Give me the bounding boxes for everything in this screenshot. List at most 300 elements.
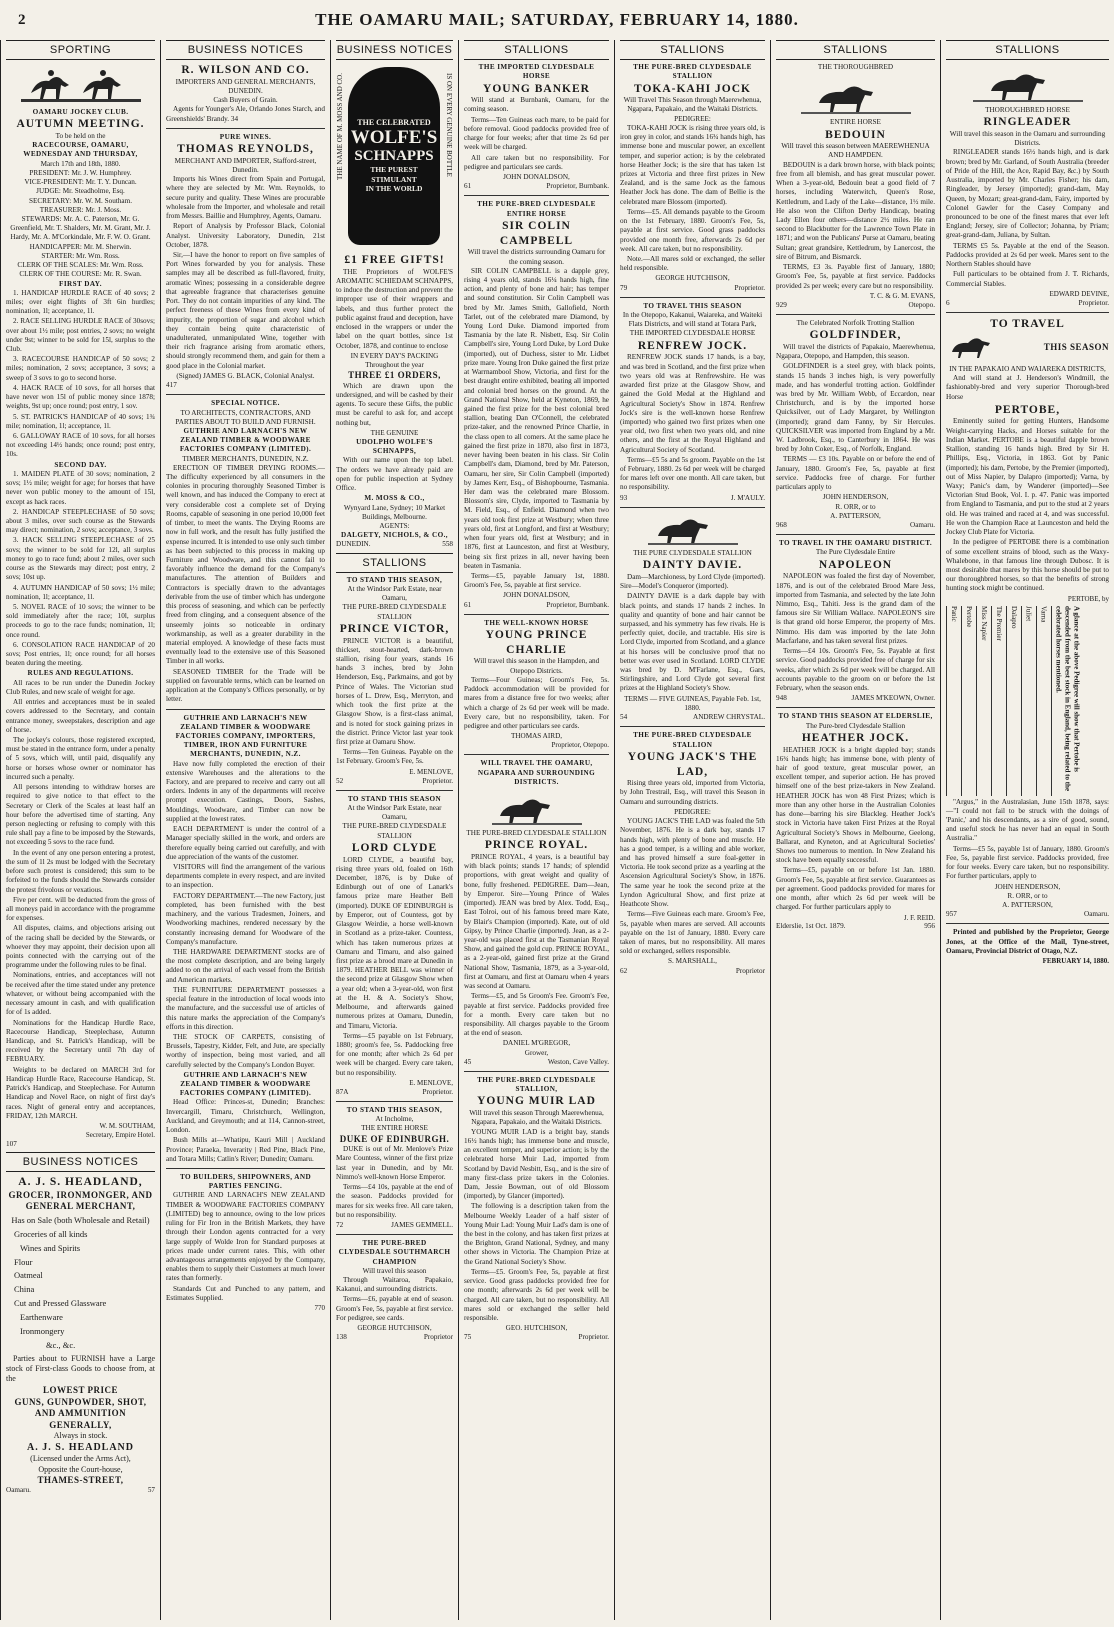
prince-victor-prop: Proprietor. (422, 776, 453, 785)
horse-racing-engraving (6, 63, 155, 105)
goldfinder-name: GOLDFINDER, (809, 329, 902, 342)
guthrie-sub: TIMBER MERCHANTS, DUNEDIN, N.Z. (182, 454, 309, 463)
goldfinder-will: Will travel the districts of Papakaio, Maerewhenua, Ngapara, Otepopo, and Hampden, this season. (776, 342, 935, 361)
agents-label: AGENTS: (379, 522, 410, 530)
standards-text: Standards Cut and Punched to any pattern, and Estimates Supplied. (166, 1284, 325, 1302)
official-2: JUDGE: Mr. Steadholme, Esq. (36, 187, 125, 196)
renfrew-sig: J. M'AULY. (730, 493, 765, 502)
schnapps-label-4: THE PUREST STIMULANT (370, 165, 418, 184)
young-prince-sub: THE WELL-KNOWN HORSE (484, 618, 589, 627)
goldfinder-town: Oamaru. (910, 521, 935, 529)
pedigree-name-4: The Premier (991, 606, 1003, 796)
napoleon-text: NAPOLEON was foaled the first day of November, 1876, and is out of the celebrated Brood Mare Jess, imported from Tasmania, and selected by the late John Nimmo, Esq., Tahiti. Jess is the grand dam of the famous sire Sir William Wallace. NAPOLEON'S sire is that grand old horse Emperor, the property of Mrs. Nimmo. His dam was imported by the late John Macfarlane, and has taken several first prizes. (776, 572, 935, 645)
prince-royal-grower: Grower, (524, 1048, 549, 1057)
lord-clyde-at: At the Windsor Park Estate, near Oamaru, (347, 804, 442, 822)
young-muir-num: 75 (464, 1333, 472, 1342)
pertobe-num: 957 (946, 910, 957, 919)
pertobe-engraving (946, 332, 1006, 365)
hardware-text: THE HARDWARE DEPARTMENT stocks are of the most complete description, and are being largely added to on the arrival of each vessel from the British and American markets. (166, 947, 325, 984)
southmarch-num: 138 (336, 1333, 347, 1342)
pure-wines-heading: PURE WINES. (219, 132, 272, 141)
meeting-held: To be held on the (55, 132, 106, 141)
sir-colin-will: Will travel the districts surrounding Oamaru for the coming season. (467, 248, 606, 266)
prince-royal-name: PRINCE ROYAL. (484, 839, 589, 852)
prince-victor-stand: TO STAND THIS SEASON, (346, 575, 443, 584)
official-5: STEWARDS: Mr. A. C. Paterson, Mr. G. Greenfield, Mr. T. Shalders, Mr. M. Grant, Mr. J. Hardy, Mr. A. M'Corkindale, Mr. F. W. O. Grant. (10, 214, 151, 242)
visitors-text: VISITORS will find the arrangement of the various departments complete in every respect, and are invited to an inspection. (166, 863, 325, 890)
pedigree-name-6: Juliet (1021, 606, 1033, 796)
lord-clyde-num: 87A (336, 1087, 349, 1096)
column-sporting (0, 40, 160, 1620)
pedigree-side-note: A glance at the above Pedigree will show that Pertobe is descended from the best stock in England, being related to the celebrated horses mentioned. (1051, 606, 1081, 796)
special-sub: TO ARCHITECTS, CONTRACTORS, AND PARTIES ABOUT TO BUILD AND FURNISH. (175, 408, 316, 426)
duke-sig: JAMES GEMMELL. (391, 1220, 453, 1229)
pertobe-sig-2: R. ORR, or to (1007, 891, 1048, 900)
young-prince-will: Will travel this season in the Hampden, and Otepopo Districts. (473, 657, 600, 675)
column-stallions-2 (614, 40, 770, 1620)
business-number: 770 (314, 1304, 325, 1313)
official-3: SECRETARY: Mr. W. M. Southam. (29, 196, 132, 205)
pedigree-name-1: Panic (946, 606, 958, 796)
furniture-text: THE FURNITURE DEPARTMENT possesses a special feature in the introduction of local woods into the manufacture, and the successful use of articles of this nature marks the appreciation of the Company's efforts in this direction. (166, 985, 325, 1031)
three-orders: THREE £1 ORDERS, (348, 370, 441, 381)
rules-heading: RULES AND REGULATIONS. (27, 669, 134, 678)
napoleon-num: 948 (776, 694, 787, 703)
reynolds-report: Report of Analysis by Professor Black, Colonial Analyst. University Laboratory, Dunedin, 21st October, 1878. (166, 222, 325, 249)
race-1-1: 1. HANDICAP HURDLE RACE of 40 sovs; 2 miles; over eight flights of 3ft 6in hurdles; nomination, 1l; acceptance, 1l. (6, 288, 155, 316)
official-0: PRESIDENT: Mr. J. W. Humphrey. (29, 168, 132, 177)
young-muir-sig: GEO. HUTCHISON, (505, 1324, 568, 1333)
column-stallions-4 (940, 40, 1114, 1620)
imprint-date: FEBRUARY 14, 1880. (1042, 957, 1109, 966)
schnapps-side-left: THE NAME OF M. MOSS AND CO. (336, 73, 344, 181)
napoleon-terms: Terms—£4 10s. Groom's Fee, 5s. Payable at first service. Good paddocks provided free of charge for six weeks, after which 2s 6d per week will be charged. All accounts payable to the groom on or before the 1st February, when the season ends. (776, 647, 935, 692)
young-banker-sub: THE IMPORTED CLYDESDALE HORSE (478, 63, 595, 81)
imprint: Printed and published by the Proprietor, George Jones, at the Office of the Mail, Tyne-street, Oamaru, Provincial District of Otago, N.Z. (946, 928, 1109, 955)
wilson-sub: IMPORTERS AND GENERAL MERCHANTS, DUNEDIN. (175, 77, 316, 96)
guthrie-name: GUTHRIE AND LARNACH'S NEW ZEALAND TIMBER & WOODWARE FACTORIES COMPANY (LIMITED). (179, 426, 312, 454)
column-stallions-1 (458, 40, 614, 1620)
pedigree-name-7: Varna (1036, 606, 1048, 796)
prince-royal-sig: DANIEL M'GREGOR, (502, 1039, 571, 1048)
headland-licensed: (Licensed under the Arms Act), (30, 1454, 131, 1464)
young-jack-name: YOUNG JACK'S THE LAD, (627, 750, 758, 778)
toka-kahi-ped: PEDIGREE: (674, 114, 711, 123)
prince-royal-addr: Weston, Cave Valley. (547, 1057, 609, 1066)
reynolds-number: 417 (166, 381, 177, 390)
sir-colin-sub: THE PURE-BRED CLYDESDALE ENTIRE HORSE (477, 200, 596, 218)
young-jack-sig: S. MARSHALL, (668, 957, 717, 966)
toka-kahi-note: Note.—All mares sold or exchanged, the seller held responsible. (620, 254, 765, 273)
southmarch-prop: Proprietor (423, 1333, 453, 1342)
official-9: CLERK OF THE COURSE: Mr. R. Swan. (19, 270, 142, 279)
headland-item: Earthenware (20, 1312, 63, 1323)
page-number-left: 2 (18, 11, 26, 28)
toka-kahi-name: TOKA-KAHI JOCK (634, 82, 751, 95)
duke-text: DUKE is out of Mr. Menlove's Prize Mare Countess, winner of the first prize last year in Dunedin, and by Mr. Nimmo's well-known Horse Emperor. (336, 1145, 453, 1181)
young-banker-terms: Terms—Ten Guineas each mare, to be paid for before removal. Good paddocks provided free of charge for four weeks; after that time 2s 6d per week will be charged. (464, 115, 609, 152)
prince-victor-name: PRINCE VICTOR, (339, 622, 450, 635)
bedouin-text: BEDOUIN is a dark brown horse, with black points; free from all blemish, and has great muscular power. When a 3-year-old, Bedouin beat a good field of 7 horses, including Waterwitch, Queen's Rose, Kettledrum, and Lady of the Lake—distance, 1½ mile. He also won the Clifton Derby Handicap, beating Lady Ellen four others—distance 2½ miles. He ran second to Blackbutter for the Lawrence Town Plate in 1871; and won the Publicans' Purse at Oamaru, beating Sultan; great grandsire, Kettledrum, by Lanercost, the sire of Bitrum, and Bismarck. (776, 160, 935, 261)
horse-engraving (464, 790, 609, 826)
prince-victor-terms: Terms—Ten Guineas. Payable on the 1st February. Groom's Fee, 5s. (336, 748, 453, 766)
schnapps-label (348, 67, 440, 245)
ringleader-prop: Proprietor. (1078, 298, 1109, 307)
prince-victor-num: 52 (336, 776, 344, 785)
sir-colin-sig: JOHN DONALDSON, (503, 591, 570, 600)
dainty-davie-num: 54 (620, 713, 628, 722)
schnapps-label-3: SCHNAPPS (354, 148, 434, 165)
schnapps-number: 558 (442, 540, 453, 549)
rule-5: In the event of any one person entering a protest, the sum of 1l 2s must be lodged with the Secretary before such protest is considered; this sum to be forfeited to the funds should the Stewards consider the protest frivolous or vexatious. (6, 848, 155, 894)
race-2-6: 6. CONSOLATION RACE HANDICAP of 20 sovs; Post entries, 1l; once round; for all horses beaten during the meeting. (6, 640, 155, 668)
genuine: THE GENUINE (370, 428, 419, 437)
column-heading-stallions-1: STALLIONS (336, 553, 453, 573)
column-heading-business-2: BUSINESS NOTICES (166, 40, 325, 60)
young-muir-text: YOUNG MUIR LAD is a bright bay, stands 16½ hands high; has immense bone and muscle, an excellent temper, and superior action; is by the celebrated horse Muir Lad, imported from Scotland by David Nesbitt, Esq., and is the sire of many first-class prize takers in the Colonies. Dam, Jessie Bowman, out of old Blossom (imported), by Glancer (imported). (464, 1127, 609, 1201)
pedigree-name-3: Miss Napier (976, 606, 988, 796)
schnapps-label-5: IN THE WORLD (365, 184, 423, 194)
toka-kahi-sig: GEORGE HUTCHISON, (655, 274, 730, 283)
race-2-2: 2. HANDICAP STEEPLECHASE of 50 sovs; about 3 miles, over such course as the Stewards may direct; nomination, 2 sovs; acceptance, 3 sovs. (6, 507, 155, 535)
pertobe-pedigree: In the pedigree of PERTOBE there is a combination of some excellent strains of blood, such as the Waxy-Whalebone, in that famous line through Dubosc. It is most desirable that mares by this horse should be put to our thoroughbred horses, so that the benefits of strong hunting stock might be continued. (946, 538, 1109, 593)
throughout-year: Throughout the year (365, 360, 424, 369)
every-day: IN EVERY DAY'S PACKING (350, 351, 439, 360)
bedouin-addr: Otepopo. (908, 300, 935, 309)
department-text: EACH DEPARTMENT is under the control of a Manager specially skilled in the work, and orders are therefore equally being carried out carefully, and with due appreciation of the wants of the customer. (166, 825, 325, 861)
schnapps-text: THE Proprietors of WOLFE'S AROMATIC SCHIEDAM SCHNAPPS, to induce the destruction and prevent the improper use of their wrappers and labels, and thus further protect the public against fraud and deception, have enclosed in the wrappers or under the label on the quart bottles, since 1st October, 1878, and continue to enclose (336, 267, 453, 350)
renfrew-stand: TO TRAVEL THIS SEASON (643, 301, 742, 310)
heather-jock-stand: TO STAND THIS SEASON AT ELDERSLIE, (778, 712, 933, 721)
schnapps-text-3: With our name upon the top label. The orders we have already paid are open for public inspection at Sydney Office. (336, 456, 453, 493)
column-heading-stallions-2: STALLIONS (464, 40, 609, 60)
pertobe-text: Eminently suited for getting Hunters, Handsome Weight-carrying Hacks, and Horses suitable for the Indian Market. PERTOBE is a beautiful dapple brown Stallion, standing 16 hands high. Bred by Sir H. Phillips, Esq., Victoria, in 1863. Got by Panic (imported); his dam, Pertobe, by the Premier (imported), out of Miss Napier, by Dalapro (imported); Varna, by Waxy; Panic's dam, by Wanderer (imported)—See Victorian Stud Book, Vol. I. p. 47. Panic was imported from England to Tasmania, and put to the stud at 2 years old. He was trained and raced at 4, and was successful. He won the Champion Race at Launceston and held the Jockey Club Plate for Victoria. (946, 417, 1109, 537)
young-jack-ped: PEDIGREE: (674, 807, 711, 816)
headland-item: Groceries of all kinds (14, 1228, 88, 1239)
toka-kahi-prop: Proprietor. (734, 283, 765, 292)
young-muir-prop: Proprietor. (578, 1333, 609, 1342)
headland-item: Ironmongery (20, 1325, 65, 1336)
schnapps-label-1: THE CELEBRATED (357, 118, 431, 128)
duke-terms: Terms—£4 10s, payable at the end of the season. Paddocks provided for mares for six weeks free. All care taken, but no responsibility. (336, 1183, 453, 1219)
prince-victor-sig: E. MENLOVE, (409, 767, 453, 776)
guthrie-2-name: GUTHRIE AND LARNACH'S NEW ZEALAND TIMBER & WOODWARE FACTORIES COMPANY, IMPORTERS, TIMBER, IRON AND FURNITURE MERCHANTS, DUNEDIN, N.Z. (175, 713, 316, 759)
dalgety-name: DALGETY, NICHOLS, & CO., (341, 531, 448, 540)
dainty-davie-sig: ANDREW CHRYSTAL. (693, 713, 765, 722)
prince-victor-at: At the Windsor Park Estate, near Oamaru, (347, 584, 442, 603)
young-banker-prop: Proprietor, Burnbank. (546, 182, 609, 191)
young-banker-num: 61 (464, 182, 472, 191)
wilson-cash: Cash Buyers of Grain. (213, 96, 278, 105)
toka-kahi-text: TOKA-KAHI JOCK is rising three years old, is iron grey in color, and stands 16¾ hands high, has immense bone and muscular power, an excellent temper, and superior action; is by the celebrated horse Heather Jock; is the sire that has taken 1st prizes at Victoria and three first prizes in New Zealand, and is the same Jock as the famous Heather Jock has done. The dam of Bellie is the celebrated mare Blossom (imported). (620, 123, 765, 206)
headland-name: A. J. S. HEADLAND, (18, 1176, 143, 1189)
headland-sale: Has on Sale (both Wholesale and Retail) (11, 1214, 150, 1225)
headland-item: Oatmeal (14, 1270, 43, 1281)
sir-colin-terms: Terms—£5, payable January 1st, 1880. Groom's Fee, 5s, payable at first service. (464, 571, 609, 590)
headland-guns: GUNS, GUNPOWDER, SHOT, AND AMMUNITION GENERALLY, (14, 1396, 147, 1430)
headland-address: THAMES-STREET, (37, 1474, 124, 1485)
goldfinder-num: 968 (776, 521, 787, 529)
headland-item: Flour (14, 1256, 33, 1267)
bush-mills: Bush Mills at—Whatipu, Kauri Mill | Auckland Province; Paraeka, Inverarity | Red Pine, Black Pine, and Totara Mills; Catlin's River; Dunedin; Oamaru. (166, 1136, 325, 1163)
lord-clyde-stand: TO STAND THIS SEASON (347, 794, 442, 803)
rule-10: Weights to be declared on MARCH 3rd for Handicap Hurdle Race, Racecourse Handicap, St. Patrick's Handicap, and Steeplechase. For Autumn Handicap and Novel Race, on night of first day's races. Night of general entry and acceptances, FRIDAY, 12th MARCH. (6, 1065, 155, 1120)
dainty-davie-sub: THE PURE CLYDESDALE STALLION (633, 548, 752, 557)
moss-name: M. MOSS & CO., (364, 494, 425, 503)
goldfinder-sig-1: JOHN HENDERSON, (822, 493, 889, 502)
renfrew-name: RENFREW JOCK. (637, 339, 748, 352)
goldfinder-sig-2: R. ORR, or to (835, 502, 876, 511)
duke-name: DUKE OF EDINBURGH. (339, 1133, 450, 1144)
builders-heading: TO BUILDERS, SHIPOWNERS, AND PARTIES FENCING. (179, 1173, 312, 1191)
rule-1: All races to be run under the Dunedin Jockey Club Rules, and new scale of weight for age. (6, 678, 155, 696)
lord-clyde-name: LORD CLYDE (351, 841, 438, 854)
sir-colin-text: SIR COLIN CAMPBELL is a dapple grey, rising 4 years old, stands 16¼ hands high, fine action, and plenty of bone and hair; has temper and sound constitution. Sir Colin Campbell was bred by Mr. James Smith, Gallofield, North Tarlet, out of the celebrated mare Diamond, by Young Lord Duke. Diamond imported from Tasmania by the late R. Nisbett, Esq. Sir Colin Campbell's sire, Young Lord Duke, by Lord Duke (imported), out of Duchess, sister to Mr. Lidbet prize mare. Young Iron Duke gained the first prize at Warrnambool Show, Victoria, and first for the best draught entire exhibited, beating all imported and colonial bred horses on the ground. At the Grand National Show, held at Kyneton, 1869, he gained the first prize for the best colonial bred stallion, beating Dan O'Connell, the celebrated prize-taker, and the renowned Prince Charlie, in the class open to all comers. At the same place he gained the first prize in 1870, also first in 1873, never having been beaten in his class. Sir Colin Campbell's dam, Diamond, bred by Mr. Paterson, Oamaru, her sire, Sir Colin Campbell (imported) by James Kerr, Esq., of Bishopbourne, Tasmania. Her dam was the celebrated mare Blossom. Blossom's sire, Clyde, imported to Tasmania by M. Field, Esq., of Enfield. Diamond when two years old took first prize at Westbury; when three years old, first at Longford, and first at Westbury; when four years old, first at Westbury; and in 1876, first at Launceston, and first at Westbury, being six first prizes in all, never having been beaten in Tasmania. (464, 266, 609, 570)
ringleader-terms: TERMS £5 5s. Payable at the end of the Season. Paddocks provided at 2s 6d per week. Mares sent to the Northern Stables should have (946, 241, 1109, 269)
duke-entire: THE ENTIRE HORSE (361, 1124, 428, 1133)
official-1: VICE-PRESIDENT: Mr. T. Y. Duncan. (24, 178, 137, 187)
young-jack-sub: THE PURE-BRED CLYDESDALE STALLION (633, 731, 752, 749)
heather-jock-addr: Elderslie, 1st Oct. 1879. (776, 922, 846, 931)
pertobe-sig-1: JOHN HENDERSON, (994, 882, 1061, 891)
clydesdale-engraving (620, 512, 765, 546)
young-jack-text: Rising three years old, imported from Victoria, by John Trestrail, Esq., will travel this Season in Oamaru and surrounding districts. (620, 779, 765, 806)
dalgety-town: DUNEDIN. (336, 540, 371, 549)
dainty-davie-text: DAINTY DAVIE is a dark dapple bay with black points, and stands 17 hands 2 inches. In quality and quantity of bone and hair cannot be surpassed, and his symmetry has few rivals. He is perfectly quiet, docile, and tractable. His sire is Lord Clyde, imported from Scotland, and a glance at his horses will be conclusive proof that no better was ever used in Scotland. LORD CLYDE was bred by D. M'Farlane, Esq., Gars, Stirlingshire, and Lord Clyde got several first prizes at the Highland Society's Show. (620, 592, 765, 693)
headland-item: Cut and Pressed Glassware (14, 1298, 107, 1309)
column-schnapps (330, 40, 458, 1620)
duke-stand: TO STAND THIS SEASON, (346, 1106, 443, 1115)
young-muir-follow: The following is a description taken from the Melbourne Weekly Leader of a half sister of Young Muir Lad: Young Muir Lad's dam is one of the best in the colony, and has taken first prizes at the Brighton, Grand National, Sydney, and many other shows in Victoria. The Champion Prize at the Grand National Society's Show. (464, 1202, 609, 1266)
guthrie-3-name: GUTHRIE AND LARNACH'S NEW ZEALAND TIMBER & WOODWARE FACTORIES COMPANY (LIMITED). (179, 1070, 312, 1098)
young-jack-text-2: YOUNG JACK'S THE LAD was foaled the 5th November, 1876. He is a dark bay, stands 17 hands high, with plenty of bone and muscle. He has a good temper, is a willing and able worker, and has proved himself a sure foal-getter in Victoria. He took second prize as a yearling at the Ascension Agricultural Society's Show, in 1876. The same year he took the second prize at the Lyndon Agricultural Show, and first prize at Heathcote Show. (620, 817, 765, 909)
first-day-heading: FIRST DAY. (59, 279, 102, 288)
young-banker-name: YOUNG BANKER (483, 82, 590, 95)
heather-jock-sig: J. F. REID. (903, 913, 935, 922)
headland-lowest: LOWEST PRICE (42, 1385, 119, 1396)
pertobe-will: And will stand at J. Henderson's Windmill, the fashionably-bred and very superior Thorough-bred Horse (946, 374, 1109, 401)
seasoned-text: SEASONED TIMBER for the Trade will be supplied on favourable terms, which can be learned on application at the Company's Offices personally, or by letter. (166, 667, 325, 704)
bedouin-will: Will travel this season between MAEREWHENUA AND HAMPDEN. (781, 142, 930, 160)
young-jack-num: 62 (620, 966, 628, 975)
pertobe-town: Oamaru. (1084, 910, 1109, 919)
ad-number: 107 (6, 1139, 17, 1148)
goldfinder-terms: TERMS — £3 10s. Payable on or before the end of January, 1880. Groom's Fee, 5s, payable at first service. Paddocks free of charge. For further particulars apply to (776, 455, 935, 492)
bedouin-thoroughbred: THE THOROUGHBRED (817, 63, 894, 72)
second-day-heading: SECOND DAY. (54, 460, 107, 469)
young-muir-will: Will travel this season Through Maerewhenua, Ngapara, Papakaio, and the Waitaki Districts. (469, 1109, 604, 1127)
southmarch-sig: GEORGE HUTCHISON, (357, 1324, 432, 1333)
reynolds-name: THOMAS REYNOLDS, (177, 143, 314, 156)
napoleon-travel: TO TRAVEL IN THE OAMARU DISTRICT. (778, 539, 933, 548)
headland-item: China (14, 1284, 35, 1295)
pertobe-name: PERTOBE, (994, 403, 1061, 416)
napoleon-pure: The Pure Clydesdale Entire (815, 548, 896, 557)
young-prince-name: YOUNG PRINCE CHARLIE (485, 629, 588, 656)
column-stallions-3 (770, 40, 940, 1620)
prince-royal-pure: THE PURE-BRED CLYDESDALE STALLION (466, 829, 607, 838)
bedouin-name: BEDOUIN (825, 128, 886, 141)
lord-clyde-prop: Proprietor. (422, 1087, 453, 1096)
southmarch-terms: Terms—£6, payable at end of season. Groom's Fee, 5s, payable at first service. For pedigree, see cards. (336, 1295, 453, 1322)
dainty-davie-dam: Dam—Marchioness, by Lord Clyde (imported). Sire—Model's Conqueror (imported). (620, 572, 765, 591)
young-banker-sig: JOHN DONALDSON, (503, 172, 570, 181)
club-name: OAMARU JOCKEY CLUB. (32, 108, 129, 117)
pertobe-sig-3: A. PATTERSON, (1002, 900, 1053, 909)
prince-victor-pure: THE PURE-BRED CLYDESDALE STALLION (342, 603, 447, 621)
ringleader-engraving (946, 63, 1109, 103)
official-8: CLERK OF THE SCALES: Mr. Wm. Ross. (17, 261, 144, 270)
sir-colin-num: 61 (464, 600, 472, 609)
lord-clyde-pure: THE PURE-BRED CLYDESDALE STALLION (342, 822, 447, 840)
heather-jock-pure: The Pure-bred Clydesdale Stallion (805, 721, 906, 730)
moss-address: Wynyard Lane, Sydney; 10 Market Buildings, Melbourne. (343, 503, 446, 521)
heather-jock-num: 956 (924, 922, 935, 931)
ringleader-note: Full particulars to be obtained from J. T. Richards, Commercial Stables. (946, 270, 1109, 288)
factory-text: FACTORY DEPARTMENT.—The new Factory, just completed, has been furnished with the best machinery, and the various Tradesmen, Joiners, and Woodworking machines, rendered necessary by the constantly increasing demand for Woodware of the Company's manufacture. (166, 891, 325, 946)
rule-8: Nominations, entries, and acceptances will not be received after the time stated under any pretence whatever, or without being accompanied with the necessary amount in cash, and with qualification for of 1s added. (6, 971, 155, 1017)
race-1-3: 3. RACECOURSE HANDICAP of 50 sovs; 2 miles; nomination, 2 sovs; acceptance, 3 sovs; a sweep of 3 sovs to go to second horse. (6, 355, 155, 382)
race-2-5: 5. NOVEL RACE of 10 sovs; the winner to be sold immediately after the race; 10l, surplus proceeds to go to the race funds; nomination, 1l; once round. (6, 602, 155, 639)
young-prince-sig: THOMAS AIRD, (510, 732, 563, 741)
ringleader-num: 6 (946, 298, 950, 307)
secretary-signature: W. M. SOUTHAM, (99, 1121, 155, 1130)
young-banker-text: Will stand at Burnbank, Oamaru, for the coming season. (464, 96, 609, 114)
pedigree-name-5: Dalapro (1006, 606, 1018, 796)
wilson-name: R. WILSON AND CO. (181, 64, 310, 77)
toka-kahi-sub: THE PURE-BRED CLYDESDALE STALLION (633, 63, 752, 81)
lord-clyde-sig: E. MENLOVE, (409, 1078, 453, 1087)
bedouin-num: 929 (776, 300, 787, 309)
guthrie-3-address: Head Office: Princes-st, Dunedin; Branches: Invercargill, Timaru, Christchurch, Wellington, Auckland, and Greymouth; and at 114, Cannon-street, London. (166, 1098, 325, 1135)
young-jack-terms: Terms—Five Guineas each mare. Groom's Fee, 5s, payable when mares are served. All accounts payable on the 1st of January, 1880. Every care taken of mares, but no responsibility. All mares sold or exchanged, sellers responsible. (620, 910, 765, 956)
headland-opposite: Opposite the Court-house, (38, 1464, 123, 1474)
meeting-dates-2: March 17th and 18th, 1880. (40, 159, 121, 168)
pertobe-in: IN THE PAPAKAIO AND WAIAREKA DISTRICTS, (949, 364, 1106, 373)
rule-7: All disputes, claims, and objections arising out of the racing shall be decided by the Stewards, or whoever they may appoint, their decision upon all points connected with the carrying out of the programme under the following rules to be final. (6, 924, 155, 970)
column-heading-sporting: SPORTING (6, 40, 155, 60)
renfrew-num: 93 (620, 493, 628, 502)
dainty-davie-name: DAINTY DAVIE. (642, 559, 743, 572)
race-2-4: 4. AUTUMN HANDICAP of 50 sovs; 1½ mile; nomination, 1l; acceptance, 1l. (6, 583, 155, 601)
race-2-1: 1. MAIDEN PLATE of 30 sovs; nomination, 2 sovs; 1½ mile; weight for age; for horses that have never won public money to the amount of 15l, except as hack races. (6, 469, 155, 506)
masthead (0, 0, 1114, 40)
pertobe-sig: PERTOBE, by (1067, 594, 1109, 603)
column-heading-stallions-5: STALLIONS (946, 40, 1109, 60)
rule-4: All persons intending to withdraw horses are required to give notice to that effect to the Secretary or Clerk of the Scales at least half an hour before the advertised time of starting. Any person neglecting or refusing to comply with this rule shall pay a fine to be imposed by the Stewards, not exceeding 5 sovs to the race fund. (6, 783, 155, 847)
pertobe-this-season: THIS SEASON (1043, 342, 1109, 353)
schnapps-text-2: Which are drawn upon the undersigned, and will be cashed by their agents. To secure these Gifts, the public must be careful to ask for, and accept nothing but, (336, 381, 453, 427)
heather-jock-name: HEATHER JOCK. (801, 731, 910, 744)
renfrew-pure: THE IMPORTED CLYDESDALE HORSE (629, 329, 756, 338)
schnapps-side-right: IS ON EVERY GENUINE BOTTLE (445, 73, 453, 178)
race-1-6: 6. GALLOWAY RACE of 10 sovs, for all horses not exceeding 14½ hands; once round; post entry, 10s. (6, 432, 155, 459)
young-muir-terms: Terms—£5. Groom's Fee, 5s, payable at first service. Good grass paddocks provided free for one month; afterwards 2s 6d per week will be charged. All care taken, but no responsibility. All mares sold or exchanged the seller held responsible. (464, 1267, 609, 1322)
toka-kahi-will: Will Travel This Season through Maerewhenua, Ngapara, Papakaio, and the Waitaki Districts. (623, 96, 762, 114)
official-7: STARTER: Mr. Wm. Ross. (41, 251, 120, 260)
duke-at: At Incholme, (375, 1115, 414, 1124)
lord-clyde-terms: Terms—£5 payable on 1st February, 1880; groom's fee, 5s. Paddocking free for one month; after which 2s 6d per week will be charged. Every care taken, but no responsibility. (336, 1031, 453, 1077)
official-6: HANDICAPPER: Mr. M. Sherwin. (29, 242, 132, 251)
heather-jock-terms: Terms—£5, payable on or before 1st Jan. 1880. Groom's Fee, 5s, payable at first service. Guarantees as per agreement. Good paddocks provided for mares for one month, after which 2s 6d per week will be charged. For further particulars apply to (776, 866, 935, 912)
headland-town: Oamaru. (6, 1486, 31, 1495)
column-business-notices (160, 40, 330, 1620)
pertobe-to-travel: TO TRAVEL (990, 317, 1065, 330)
rule-9: Nominations for the Handicap Hurdle Race, Racecourse Handicap, Steeplechase, Autumn Handicap, and St. Patrick's Handicap, will be received by the Secretary until 7th day of FEBRUARY. (6, 1018, 155, 1064)
ringleader-sub: THOROUGHBRED HORSE (985, 106, 1070, 115)
ringleader-sig: EDWARD DEVINE, (1049, 289, 1109, 298)
wilson-agents: Agents for Younger's Ale, Orlando Jones Starch, and Greenshields' Brandy. 34 (166, 105, 325, 123)
pedigree-name-2: Pertobe (961, 606, 973, 796)
sir-colin-prop: Proprietor, Burnbank. (546, 600, 609, 609)
headland-item: &c., &c. (46, 1339, 76, 1350)
prince-victor-text: PRINCE VICTOR is a beautiful, thickset, stout-hearted, dark-brown stallion, rising four years, stands 16 hands 3 inches, bred by John Henderson, Esq., Parkmains, and got by Prince of Wales. The Victorian stud horses of L. Drew, Esq., Merryton, and which took the first prize at the Glasgow Show, is a first-class animal, and is noted for stock gaining prizes in the district. Prince Victor last year took first prize at Oamaru Show. (336, 636, 453, 746)
prince-royal-text: PRINCE ROYAL, 4 years, is a beautiful bay with black points; stands 17 hands; of splendid proportions, with great weight and quality of bone, fully freshened. PEDIGREE. Dam—Jean, by Emperor. Sire—Young Prince of Wales (imported). JEAN was bred by Alex. Todd, Esq., East Tolroi, out of his famous breed mare Kate, by Blair's Champion (imported). Kate, out of old Gipsy, by Prince Charlie (imported). Jean, as a 2-year-old was placed first at the Tasmanian Royal Show, and gained the gold cup. PRINCE ROYAL, as a 2-year-old, gained first prize at the Grand National Show, Tasmania, 1879, as a 3-year-old, first at Oamaru, and first at Oamaru when 4 years was second at Oamaru. (464, 853, 609, 991)
pertobe-argus: "Argus," in the Australasian, June 15th 1878, says:—"I could not fail to be struck with the doings of 'Panic,' and his descendants, as a sire of good, sound, and useful stock he has never had an equal in South Australia." (946, 797, 1109, 843)
secretary-title: Secretary, Empire Hotel. (85, 1130, 155, 1139)
headland-signature: A. J. S. HEADLAND (26, 1441, 134, 1453)
headland-number: 57 (147, 1486, 155, 1495)
rule-3: The jockey's colours, those registered excepted, must be stated in the entrance form, under a penalty of 5 sovs, which will, until paid, disqualify any horse or horses whose owner or nominator has incurred such a penalty. (6, 736, 155, 781)
renfrew-terms: Terms—£5 5s and 5s groom. Payable on the 1st of February, 1880. 2s 6d per week will be charged for mares left over one month. All care taken, but no responsibility. (620, 455, 765, 492)
headland-always: Always in stock. (53, 1431, 108, 1441)
guthrie-4-text: GUTHRIE AND LARNACH'S NEW ZEALAND TIMBER & WOODWARE FACTORIES COMPANY (LIMITED) beg to announce, owing to the low prices ruling for Fir Iron in the British Markets, they have through their London agents contracted for a very large supply of Wolde Iron for Standard purposes at prices made under current rates. This, with other advantageous arrangements enjoyed by the Company, enables them to supply their Customers at much lower rates than formerly. (166, 1191, 325, 1283)
bedouin-terms: TERMS, £3 3s. Payable first of January, 1880; Groom's Fee, 5s, payable at first service. Paddocks provided 2s per week; every care but no responsibility. (776, 263, 935, 290)
prince-royal-will: WILL TRAVEL THE OAMARU, NGAPARA AND SURROUNDING DISTRICTS. (477, 759, 596, 786)
reynolds-sub: MERCHANT AND IMPORTER, Stafford-street, Dunedin. (174, 156, 317, 175)
race-1-2: 2. RACE SELLING HURDLE RACE of 30sovs; over about 1½ mile; post entries, 2 sovs; no weight under 9st; winner to be sold for 15l, surplus to the Club. (6, 317, 155, 354)
guthrie-text: ERECTION OF TIMBER DRYING ROOMS.—The difficulty experienced by all consumers in the colonies in procuring thoroughly Seasoned Timber is well known, and has induced the Company to erect at very considerable cost a complete set of Drying Rooms, capable of seasoning in one period 10,000 feet of timber, to meet the wants. The Drying Rooms are now in full work, and the result has fully justified the expense incurred. It is intended to use only such timber as has been subjected to this process in making up Furniture and Woodware, and this cannot fail to favorably influence the demand for the Company's manufactures. The attention of Builders and Contractors is specially drawn to the advantages derivable from the use of timber which has undergone this process of seasoning, and which can be perfectly freed from clinging, and a consequent absence of the unseemly joints so noticeable in ordinary workmanship, as well as a greater durability in the material employed. A knowledge of these facts must eventually lead to the extensive use of this Seasoned Timber in all works. (166, 463, 325, 666)
southmarch-text: Through Waitaroa, Papakaio, Kakanui, and surrounding districts. (336, 1276, 453, 1294)
southmarch-will: Will travel this season (362, 1266, 427, 1275)
race-1-5: 5. ST. PATRICK'S HANDICAP of 40 sovs; 1¾ mile; nomination, 1l; acceptance, 1l. (6, 412, 155, 430)
ringleader-text: RINGLEADER stands 16½ hands high, and is dark brown; bred by Mr. Garland, of South Australia (breeder of Pride of the Hill, the Ace, Rapid Bay, &c.) by South Australia, imported by Mr. Charles Fisher; his dam, Ringleader, by Jersey (imported); grand-dam, May Queen, by Mozart; great-grand-dam, Fairy, imported by Colonel Gawler for the Casey Company and pronounced to be one of the finest mares that ever left England; Jersey, sire of Collector; Johanna, by Priam; great-grand-dam, Juliana, by Sultan. (946, 148, 1109, 240)
renfrew-text: RENFREW JOCK stands 17 hands, is a bay, and was bred in Scotland, and the first prize when two years old was at Renfrewshire. He was awarded first prize at the Glasgow Show, and gained the Gold Medal at the Highland and Agricultural Society's Show in 1874. Renfrew Jock's sire is the well-known horse Renfrew (imported) who gained two first prizes when one year old, two first when two years old, and nine others, and the first at the Royal Highland and Agricultural Society of Scotland. (620, 353, 765, 454)
goldfinder-sub: The Celebrated Norfolk Trotting Stallion (796, 318, 915, 327)
duke-num: 72 (336, 1220, 344, 1229)
rule-2: All entries and acceptances must be in sealed covers addressed to the Secretary, and contain entrance money, sweepstakes, description and age of horse. (6, 698, 155, 734)
young-prince-prop: Proprietor, Otepopo. (551, 741, 609, 750)
udolpho: UDOLPHO WOLFE'S SCHNAPPS, (356, 438, 433, 456)
schnapps-label-2: WOLFE'S (350, 127, 438, 149)
young-muir-name: YOUNG MUIR LAD (477, 1095, 596, 1108)
prince-royal-num: 45 (464, 1057, 472, 1066)
meeting-course: RACECOURSE, OAMARU, (32, 141, 129, 150)
goldfinder-text: GOLDFINDER is a steel grey, with black points, stands 15 hands 3 inches high, is very powerfully made, and has wonderful trotting action. Goldfinder was bred by Mr. William Webb, of Eccardon, near Christchurch, and is by the imported horse Quicksilver, out of Lady Margaret, by Wellington (imported); grand dam Fanny, by Sir Hercules. QUICKSILVER was imported from England by a Mr. W. Ladbrook, Esq., to Canterbury in 1864. He was bred by John Coker, Esq., of Norfolk, England. (776, 362, 935, 454)
ringleader-will: Will travel this season in the Oamaru and surrounding Districts. (949, 130, 1106, 148)
headland-furnish: Parties about to FURNISH have a Large stock of First-class Goods to choose from, at the (6, 1353, 155, 1384)
pedigree-chart (946, 606, 1109, 796)
dainty-davie-terms: TERMS — FIVE GUINEAS, Payable Feb. 1st, 1880. (624, 694, 761, 712)
napoleon-name: NAPOLEON (818, 558, 893, 571)
reynolds-signature: (Signed) JAMES G. BLACK, Colonial Analyst. (176, 371, 315, 380)
renfrew-at: In the Otepopo, Kakanui, Waiareka, and Waiteki Flats Districts, and will stand at Totara Park, (622, 311, 763, 329)
young-muir-sub: THE PURE-BRED CLYDESDALE STALLION, (477, 1076, 596, 1094)
meeting-title: AUTUMN MEETING. (16, 118, 145, 131)
newspaper-title: THE OAMARU MAIL; SATURDAY, FEBRUARY 14, 1880. (315, 10, 799, 29)
rule-6: Five per cent. will be deducted from the gross of all moneys paid in accordance with the programme for expenses. (6, 895, 155, 923)
reynolds-text: Imports his Wines direct from Spain and Portugal, where they are selected by Mr. Wm. Reynolds, to secure purity and quality. These Wines are procurable wholesale from the Importer, and wholesale and retail from Messrs. Baillie and Humphrey, Agents, Oamaru. (166, 175, 325, 221)
bedouin-sig: T. C. & G. M. EVANS, (869, 291, 935, 300)
guthrie-2-text: Have now fully completed the erection of their extensive Warehouses and the alterations to the Factory, and are prepared to receive and carry out all orders. Indents in any of the departments will receive prompt execution. Castings, Doors, Sashes, Mouldings, Woodware, and Timber can now be supplied at the lowest rates. (166, 759, 325, 823)
official-4: TREASURER: Mr. J. Moss. (39, 205, 122, 214)
headland-item: Wines and Spirits (20, 1242, 81, 1253)
column-heading-stallions-4: STALLIONS (776, 40, 935, 60)
lord-clyde-text: LORD CLYDE, a beautiful bay, rising three years old, foaled on 16th December, 1876, is by Duke of Edinburgh out of one of Lanark's famous prize mare Heather Bell (imported). DUKE OF EDINBURGH is by Emperor, out of Countess, got by Glasgow Weirdie, a horse well-known in Scotland as a prize-taker. Countess, which has taken numerous prizes at Oamaru and Timaru, and also gained first prize as a brood mare at Dunedin in 1879. HEATHER BELL was winner of the second prize at Glasgow Show when a year old; when a 3-year-old, won first at the H. & A. Society's Show, Melbourne, and afterwards gained numerous prizes at Oamaru, Dunedin, and Timaru, Victoria. (336, 855, 453, 1030)
toka-kahi-num: 79 (620, 283, 628, 292)
young-prince-terms: Terms—Four Guineas; Groom's Fee, 5s. Paddock accommodation will be provided for mares from a distance free for two weeks; after which a charge of 2s 6d per week will be made. Every care, but no responsibility, taken. For pedigree and other particulars see cards. (464, 675, 609, 731)
goldfinder-sig-3: A. PATTERSON, (830, 511, 881, 520)
